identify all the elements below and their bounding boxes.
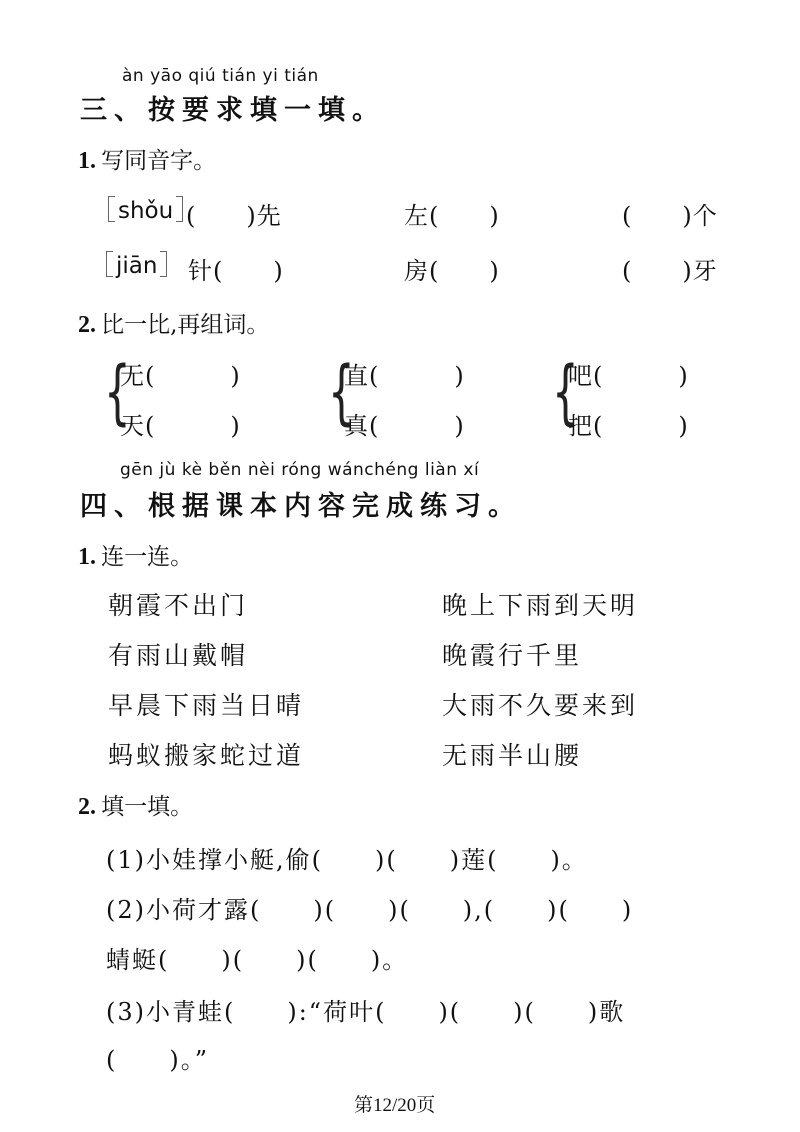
s3-q1-header xyxy=(78,142,216,175)
brace-icon: { xyxy=(328,351,355,433)
match-right-item: 晚上下雨到天明 xyxy=(442,591,639,620)
fill-line-5: ( )。” xyxy=(106,1046,209,1074)
s3-q1-number: 1. xyxy=(78,148,96,174)
match-left-item: 有雨山戴帽 xyxy=(108,641,249,670)
fill-line-3: 蜻蜓( )( )( )。 xyxy=(106,946,409,974)
section3-title: 三、按要求填一填。 xyxy=(80,95,386,126)
compare-1-bottom: 天( ) xyxy=(120,412,241,440)
s3-q1-r2-a: 针( ) xyxy=(188,257,284,285)
compare-2-top: 直( ) xyxy=(344,362,465,390)
s3-q1-r2-c: ( )牙 xyxy=(622,257,718,285)
s4-q2-header xyxy=(78,788,193,821)
match-left-item: 蚂蚁搬家蛇过道 xyxy=(108,741,305,770)
compare-3-top: 吧( ) xyxy=(568,362,689,390)
match-right-item: 大雨不久要来到 xyxy=(442,691,639,720)
s3-q1-r1-a: ( )先 xyxy=(186,202,282,230)
section4-title: 四、根据课本内容完成练习。 xyxy=(80,491,522,522)
page-number: 第12/20页 xyxy=(354,1095,436,1116)
s4-q1-number: 1. xyxy=(78,544,96,570)
pinyin-shou: shǒu xyxy=(118,198,174,224)
compare-3-bottom: 把( ) xyxy=(568,412,689,440)
s3-q2-header xyxy=(78,306,269,339)
fill-line-1: (1)小娃撑小艇,偷( )( )莲( )。 xyxy=(106,846,588,874)
brace-icon: { xyxy=(552,351,579,433)
s3-q2-number: 2. xyxy=(78,312,96,338)
compare-2-bottom: 真( ) xyxy=(344,412,465,440)
match-left-item: 早晨下雨当日晴 xyxy=(108,691,305,720)
section4-pinyin: gēn jù kè běn nèi róng wánchéng liàn xí xyxy=(120,460,480,480)
match-left-item: 朝霞不出门 xyxy=(108,591,249,620)
match-right-item: 晚霞行千里 xyxy=(442,641,583,670)
fill-line-4: (3)小青蛙( ):“荷叶( )( )( )歌 xyxy=(106,998,626,1026)
s4-q1-header xyxy=(78,538,193,571)
match-right-item: 无雨半山腰 xyxy=(442,741,583,770)
s3-q2-text: 比一比,再组词。 xyxy=(101,312,270,338)
s4-q1-text: 连一连。 xyxy=(101,544,194,570)
s4-q2-number: 2. xyxy=(78,794,96,820)
pinyin-box-jian xyxy=(106,251,167,279)
s3-q1-r2-b: 房( ) xyxy=(404,257,500,285)
s4-q2-text: 填一填。 xyxy=(101,794,194,820)
pinyin-box-shou xyxy=(108,196,183,224)
pinyin-jian: jiān xyxy=(116,253,158,279)
section3-pinyin: àn yāo qiú tián yi tián xyxy=(122,66,319,86)
s3-q1-r1-c: ( )个 xyxy=(622,202,718,230)
s3-q1-text: 写同音字。 xyxy=(101,148,217,174)
fill-line-2: (2)小荷才露( )( )( ),( )( ) xyxy=(106,896,634,924)
brace-icon: { xyxy=(104,351,131,433)
compare-1-top: 无( ) xyxy=(120,362,241,390)
s3-q1-r1-b: 左( ) xyxy=(404,202,500,230)
